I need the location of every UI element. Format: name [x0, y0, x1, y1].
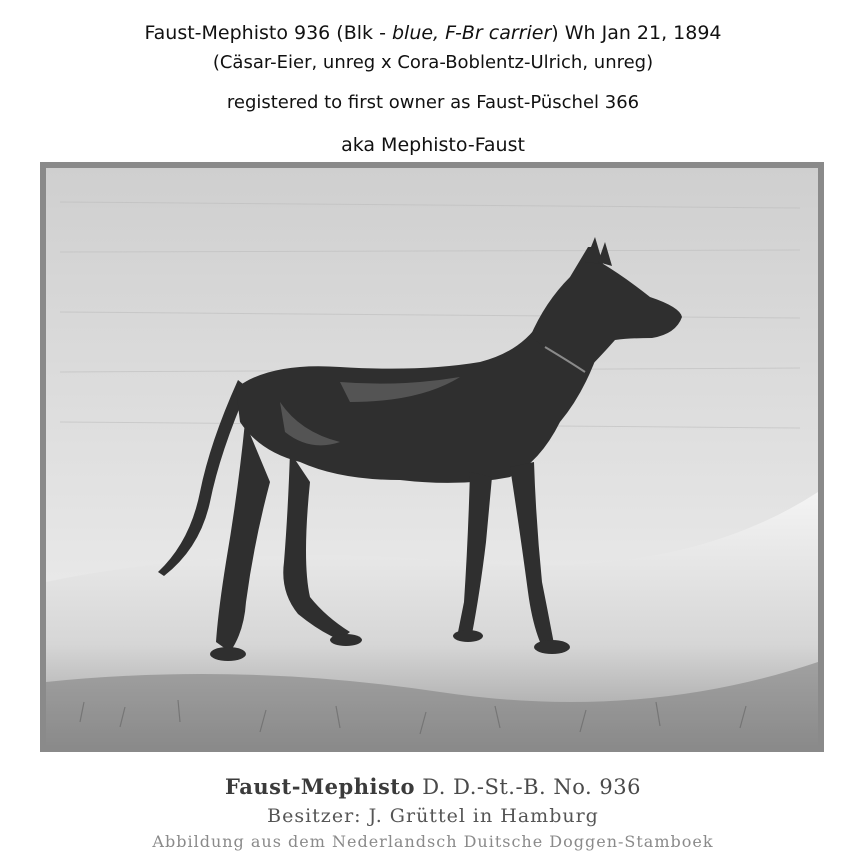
registration-line: registered to first owner as Faust-Püschel 366 — [226, 92, 640, 113]
plate-owner: Besitzer: J. Grüttel in Hamburg — [267, 805, 599, 827]
parentage-line: (Cäsar-Eier, unreg x Cora-Boblentz-Ulrich, unreg) — [212, 52, 654, 73]
plate-dog-name: Faust-Mephisto — [225, 774, 415, 799]
dog-photograph — [40, 162, 824, 752]
title-line — [0, 22, 866, 44]
plate-title — [0, 774, 866, 799]
title-italic: blue, F-Br carrier — [391, 22, 552, 44]
title-text: Faust-Mephisto 936 (Blk - — [144, 22, 392, 44]
alias-line: aka Mephisto-Faust — [341, 134, 525, 156]
plate-registry: D. D.-St.-B. No. 936 — [422, 775, 641, 799]
plate-source: Abbildung aus dem Nederlandsch Duitsche Doggen-Stamboek — [152, 832, 714, 851]
title-date: ) Wh Jan 21, 1894 — [551, 22, 722, 44]
